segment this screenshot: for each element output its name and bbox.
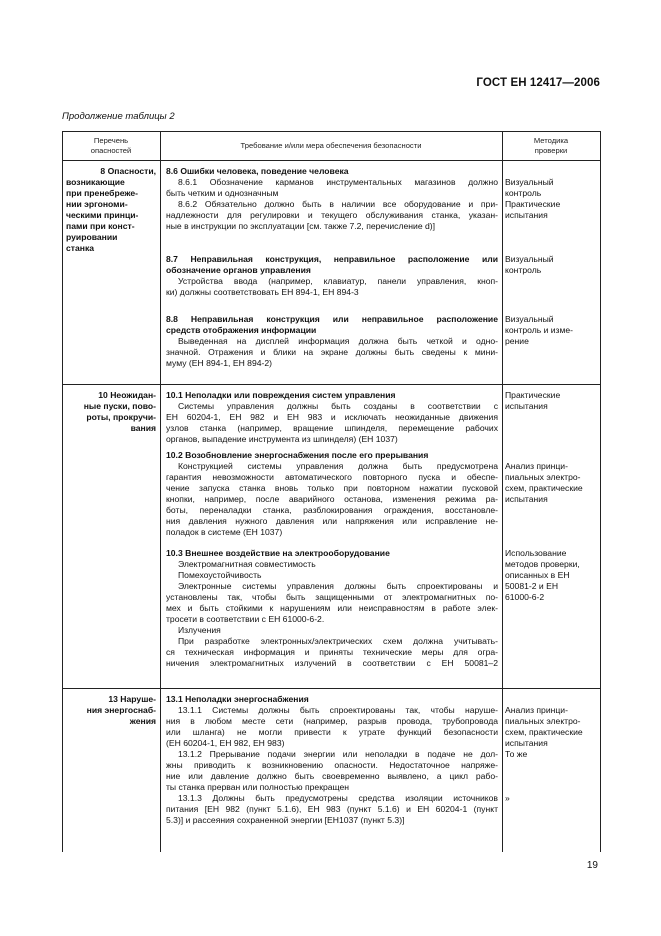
requirement-line: поладок в системе (ЕН 1037) (166, 527, 283, 537)
requirement-line: Излучения (178, 625, 221, 635)
row-divider (62, 384, 600, 385)
requirement-line: или шланга) не могли привести к утрате функций безопасности (166, 727, 498, 737)
method-line: схем, практические (505, 727, 583, 737)
requirement-line: тросети в соответствии с ЕН 61000-6-2. (166, 614, 325, 624)
table-continuation-caption: Продолжение таблицы 2 (62, 111, 175, 122)
hazard-line: пами при конст- (66, 221, 135, 231)
requirement-line: установлены так, чтобы быть защищенными от электромагнитных по- (166, 592, 498, 602)
method-line: описанных в ЕН (505, 570, 570, 580)
requirement-line: 13.1.1 Системы должны быть спроектированы так, чтобы наруше- (178, 705, 498, 715)
method-line: » (505, 793, 510, 803)
hazard-line: 13 Наруше- (108, 694, 156, 704)
requirement-line: ния в любом месте сети (например, разрыв провода, трубопровода (166, 716, 498, 726)
requirement-line: ние или давление должно быть своевременно выявлено, а цикл рабо- (166, 771, 498, 781)
column-header: Перечень (93, 136, 129, 145)
hazard-line: ные пуски, пово- (83, 401, 156, 411)
hazard-line: жения (129, 716, 156, 726)
method-line: испытания (505, 738, 548, 748)
requirement-block (166, 254, 498, 298)
hazard-line: ческими принци- (66, 210, 139, 220)
hazard-cell (66, 166, 156, 254)
method-line (505, 760, 598, 771)
requirement-line: жны приводить к возникновению опасности. Недостаточное напряже- (166, 760, 498, 770)
requirement-line: ные в инструкции по эксплуатации [см. также 7.2, перечисление d)] (166, 221, 436, 231)
method-line: контроль (505, 265, 542, 275)
table-top-border (62, 131, 600, 132)
requirement-line: питания [ЕН 982 (пункт 5.1.6), ЕН 983 (пункт 5.1.6) и ЕН 60204-1 (пункт (166, 804, 498, 814)
requirement-block (166, 694, 498, 826)
requirement-heading: средств отображения информации (166, 325, 317, 335)
method-line: 50081-2 и ЕН (505, 581, 559, 591)
requirement-line: чение запуска станка вновь только при повторном нажатии пусковой (166, 483, 498, 493)
requirement-line: Электронные системы управления должны быть спроектированы и (178, 581, 498, 591)
method-line: Анализ принци- (505, 461, 568, 471)
method-line: Практические (505, 199, 561, 209)
method-line: испытания (505, 401, 548, 411)
requirement-heading: 13.1 Неполадки энергоснабжения (166, 694, 309, 704)
requirement-line: Устройства ввода (например, клавиатур, панели управления, кноп- (178, 276, 498, 286)
method-line: 61000-6-2 (505, 592, 545, 602)
method-line: контроль (505, 188, 542, 198)
requirement-block (166, 450, 498, 538)
requirement-line: значной. Отражения и блики на экране должны быть сведены к мини- (166, 347, 498, 357)
column-border (600, 131, 601, 852)
column-border (62, 131, 63, 852)
requirement-heading: 10.1 Неполадки или повреждения систем управления (166, 390, 396, 400)
requirement-heading: обозначение органов управления (166, 265, 311, 275)
hazard-line: 10 Неожидан- (98, 390, 156, 400)
requirement-block (166, 314, 498, 369)
column-border (502, 131, 503, 852)
requirement-line: быть четким и однозначным (166, 188, 279, 198)
requirement-line: 5.3)] и рассеяния сохраненной энергии [ЕН1037 (пункт 5.3)] (166, 815, 405, 825)
column-header: опасностей (90, 146, 132, 155)
requirement-line: надлежности для регулировки и текущего обслуживания станка, указан- (166, 210, 498, 220)
requirement-line: Конструкцией системы управления должна быть предусмотрена (178, 461, 498, 471)
row-divider (62, 688, 600, 689)
method-line: Визуальный (505, 254, 554, 264)
requirement-line: ты станка прерван или полностью прекращен (166, 782, 350, 792)
verification-method (505, 450, 598, 505)
column-header: Требование и/или мера обеспечения безопасности (240, 141, 422, 150)
hazard-line: вания (130, 423, 156, 433)
requirement-line: 13.1.3 Должны быть предусмотрены средства изоляции источников (178, 793, 498, 803)
method-line: Использование (505, 548, 567, 558)
requirement-line: ния давления нужного давления или напряжения или исправление не- (166, 516, 498, 526)
requirement-heading: 10.3 Внешнее воздействие на электрооборудование (166, 548, 390, 558)
verification-method (505, 254, 598, 276)
requirement-line: муму (ЕН 894-1, ЕН 894-2) (166, 358, 273, 368)
method-line: То же (505, 749, 528, 759)
verification-method (505, 166, 598, 221)
requirement-line: Системы управления должны быть созданы в соответствии с (178, 401, 498, 411)
hazard-line: ния энергоснаб- (86, 705, 156, 715)
column-border (160, 131, 161, 852)
requirement-line: мех и быть стойкими к нарушениям или неисправностям в работе элек- (166, 603, 498, 613)
method-line: контроль и изме- (505, 325, 574, 335)
requirement-line: Выведенная на дисплей информация должна быть четкой и одно- (178, 336, 498, 346)
requirement-block (166, 390, 498, 445)
requirement-line: (ЕН 60204-1, ЕН 982, ЕН 983) (166, 738, 285, 748)
method-line: испытания (505, 494, 548, 504)
method-line: Анализ принци- (505, 705, 568, 715)
column-header: проверки (534, 146, 568, 155)
requirement-line: ся техническая информация и приняты технические меры для огра- (166, 647, 498, 657)
method-line: пиальных электро- (505, 716, 581, 726)
requirement-line: боты, переналадки станка, разблокирования ограждения, восстановле- (166, 505, 498, 515)
requirement-line: Помехоустойчивость (178, 570, 262, 580)
hazard-cell (66, 694, 156, 727)
method-line: пиальных электро- (505, 472, 581, 482)
requirement-line: Электромагнитная совместимость (178, 559, 316, 569)
requirement-line: 13.1.2 Прерывание подачи энергии или неполадки в подаче не дол- (178, 749, 498, 759)
table-header-border (62, 160, 600, 161)
method-line: схем, практические (505, 483, 583, 493)
method-line (505, 166, 598, 177)
requirement-line: 8.6.1 Обозначение карманов инструментальных магазинов должно (178, 177, 498, 187)
method-line (505, 694, 598, 705)
verification-method (505, 314, 598, 347)
method-line (505, 450, 598, 461)
method-line (505, 782, 598, 793)
hazard-line: 8 Опасности, (100, 166, 156, 176)
requirement-heading: 8.6 Ошибки человека, поведение человека (166, 166, 349, 176)
requirement-line: кнопки, например, после аварийного останова, изменения режима ра- (166, 494, 498, 504)
requirement-block (166, 548, 498, 669)
method-line: Визуальный (505, 177, 554, 187)
hazard-line: возникающие (66, 177, 125, 187)
requirement-line: ЕН 60204-1, ЕН 982 и ЕН 983 и исключать неожиданные движения (166, 412, 498, 422)
requirement-line: ничения электромагнитных излучений в соответствии с ЕН 50081–2 (166, 658, 498, 668)
requirement-heading: 10.2 Возобновление энергоснабжения после его прерывания (166, 450, 429, 460)
hazard-line: нии эргономи- (66, 199, 128, 209)
requirement-line: ки) должны соответствовать ЕН 894-1, ЕН 894-3 (166, 287, 359, 297)
requirement-line: гарантия невозможности автоматического повторного пуска и обеспе- (166, 472, 498, 482)
requirement-line: органов, выпадение инструмента из шпинделя) (ЕН 1037) (166, 434, 398, 444)
method-line: рение (505, 336, 529, 346)
hazard-line: станка (66, 243, 95, 253)
method-line (505, 771, 598, 782)
hazard-line: руировании (66, 232, 118, 242)
method-line: Практические (505, 390, 561, 400)
column-header: Методика (533, 136, 569, 145)
method-line: Визуальный (505, 314, 554, 324)
method-line: испытания (505, 210, 548, 220)
verification-method (505, 548, 598, 603)
hazard-cell (66, 390, 156, 434)
verification-method (505, 390, 598, 412)
method-line: методов проверки, (505, 559, 580, 569)
requirement-block (166, 166, 498, 232)
hazard-line: роты, прокручи- (86, 412, 156, 422)
requirement-heading: 8.7 Неправильная конструкция, неправильное расположение или (166, 254, 498, 264)
requirement-line: узлов станка (например, вращение шпинделя, перемещение рабочих (166, 423, 498, 433)
requirement-heading: 8.8 Неправильная конструкция или неправильное расположение (166, 314, 498, 324)
page-number: 19 (586, 860, 598, 871)
verification-method (505, 694, 598, 804)
hazard-line: при пренебреже- (66, 188, 139, 198)
requirement-line: При разработке электронных/электрических схем должна учитывать- (178, 636, 498, 646)
document-header: ГОСТ ЕН 12417—2006 (476, 77, 600, 89)
requirement-line: 8.6.2 Обязательно должно быть в наличии все оборудование и при- (178, 199, 498, 209)
